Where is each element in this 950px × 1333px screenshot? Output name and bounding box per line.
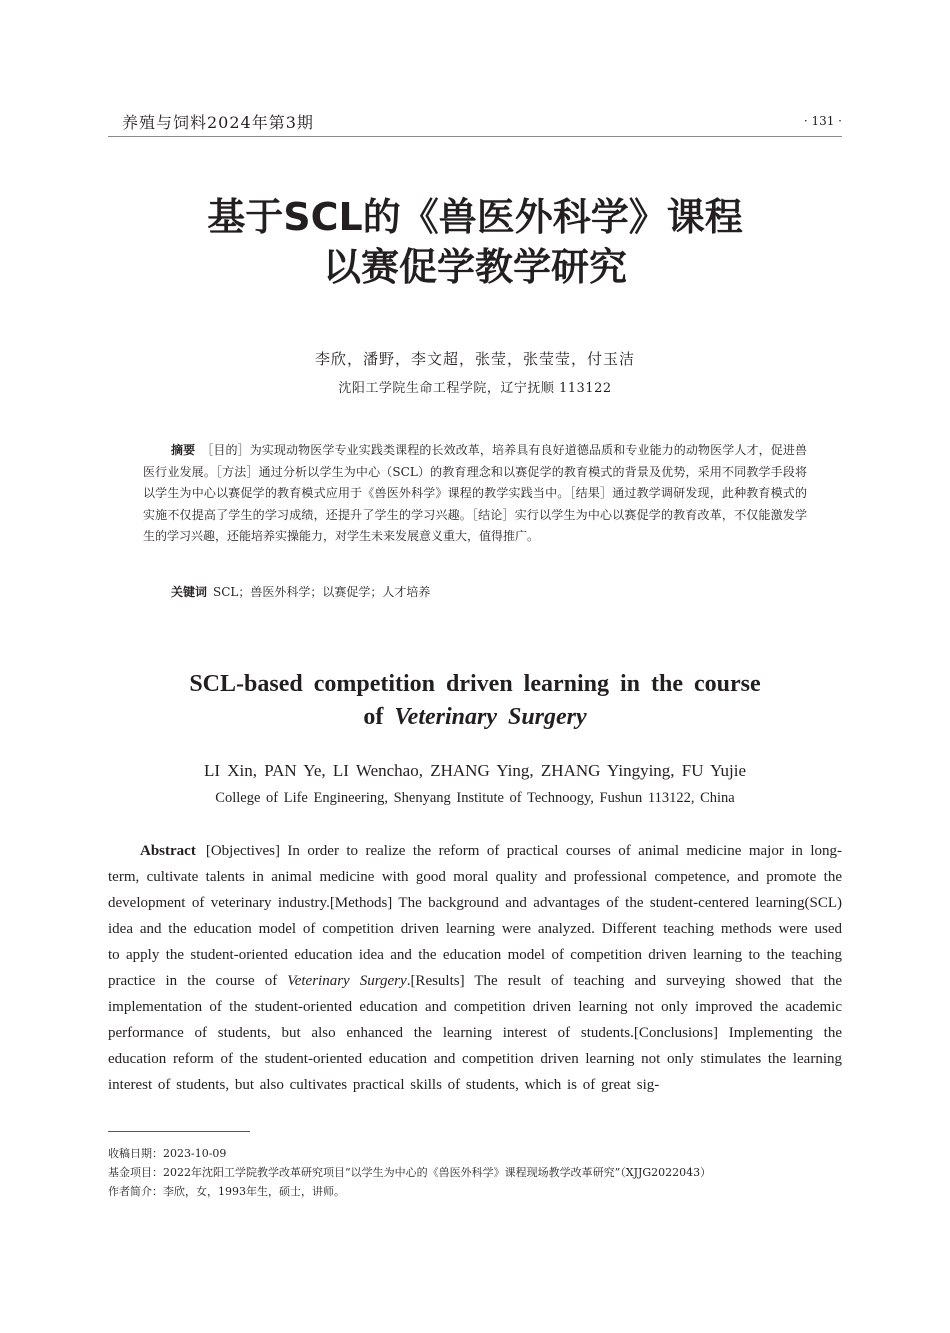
english-abstract-part-2: .[Results] The result of teaching and surveying showed that the implementation of the student-oriented education and competition driven learning not only improved the academic performance of students, but also enhanced the learning interest of students.[Conclusions] Implementing the education reform of the student-oriented education and competition driven learning not only stimulates the learning interest of students, but also cultivates practical skills of students, which is of great sig- (108, 973, 842, 1093)
running-header (108, 108, 842, 137)
english-abstract-italic: Veterinary Surgery (287, 973, 407, 989)
chinese-authors: 李欣，潘野，李文超，张莹，张莹莹，付玉洁 (314, 350, 635, 368)
chinese-abstract (143, 440, 807, 548)
chinese-keywords-text: SCL；兽医外科学；以赛促学；人才培养 (213, 585, 431, 599)
english-title-line-2 (0, 701, 950, 734)
footnote-author-bio: 作者简介：李欣，女，1993年生，硕士，讲师。 (108, 1185, 345, 1198)
english-title-prefix: of (363, 704, 395, 730)
chinese-abstract-label: 摘要 (171, 443, 196, 457)
chinese-abstract-text: ［目的］为实现动物医学专业实践类课程的长效改革，培养具有良好道德品质和专业能力的动物医学人才，促进兽医行业发展。［方法］通过分析以学生为中心（SCL）的教育理念和以赛促学的教育模式的背景及优势，采用不同教学手段将以学生为中心以赛促学的教育模式应用于《兽医外科学》课程的教学实践当中。［结果］通过教学调研发现，此种教育模式的实施不仅提高了学生的学习成绩，还提升了学生的学习兴趣。［结论］实行以学生为中心以赛促学的教育改革，不仅能激发学生的学习兴趣，还能培养实操能力，对学生未来发展意义重大，值得推广。 (143, 443, 807, 543)
chinese-title (0, 192, 950, 292)
english-title-italic: Veterinary Surgery (394, 704, 587, 730)
chinese-keywords (171, 583, 807, 600)
english-abstract-part-1: [Objectives] In order to realize the reform of practical courses of animal medicine major in long-term, cultivate talents in animal medicine with good moral quality and professional competence, and promote the development of veterinary industry.[Methods] The background and advantages of the student-centered learning(SCL) idea and the education model of competition driven learning were analyzed. Different teaching methods were used to apply the student-oriented education idea and the education model of competition driven learning to the teaching practice in the course of (108, 843, 842, 989)
journal-issue: 养殖与饲料2024年第3期 (122, 113, 314, 132)
english-abstract-label: Abstract (140, 843, 196, 859)
footnotes (108, 1144, 842, 1201)
footnote-divider (108, 1131, 250, 1132)
english-title-line-1: SCL-based competition driven learning in the course (189, 671, 761, 697)
chinese-affiliation: 沈阳工学院生命工程学院，辽宁抚顺 113122 (338, 381, 612, 396)
page-number: · 131 · (803, 114, 842, 128)
chinese-keywords-label: 关键词 (171, 585, 208, 599)
chinese-title-line-1: 基于SCL的《兽医外科学》课程 (207, 195, 743, 239)
english-title (0, 668, 950, 734)
chinese-title-line-2: 以赛促学教学研究 (322, 245, 627, 289)
footnote-received: 收稿日期：2023-10-09 (108, 1147, 227, 1160)
footnote-fund: 基金项目：2022年沈阳工学院教学改革研究项目“以学生为中心的《兽医外科学》课程现场教学改革研究”（XJJG2022043） (108, 1166, 712, 1179)
english-affiliation: College of Life Engineering, Shenyang Institute of Technoogy, Fushun 113122, China (215, 790, 735, 806)
english-abstract (108, 838, 842, 1098)
english-authors: LI Xin, PAN Ye, LI Wenchao, ZHANG Ying, ZHANG Yingying, FU Yujie (203, 761, 747, 780)
